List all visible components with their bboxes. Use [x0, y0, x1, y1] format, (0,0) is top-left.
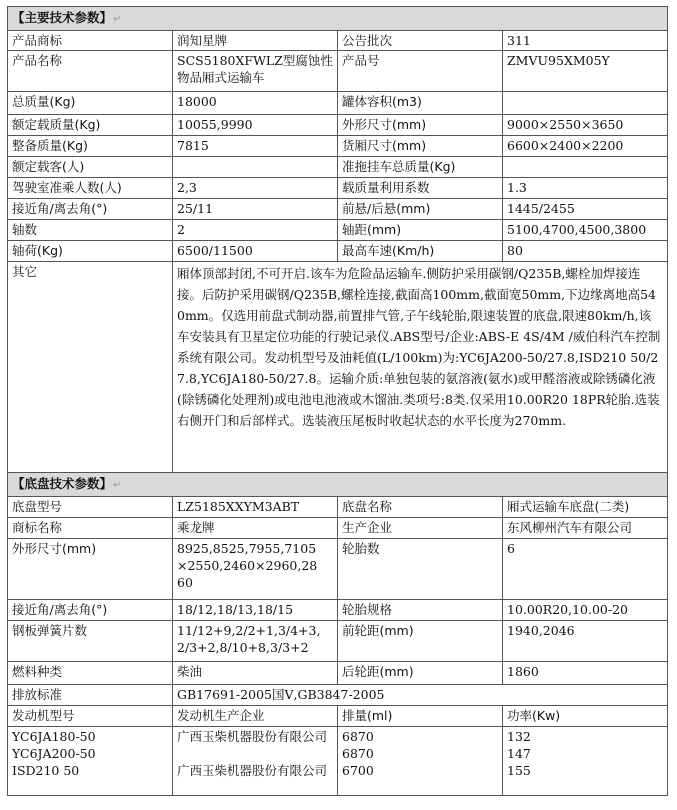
tire-count-label: 轮胎数	[338, 539, 503, 600]
engine-maker: 广西玉柴机器股份有限公司	[177, 763, 328, 778]
model-label: 产品号	[338, 51, 503, 92]
dims-label: 外形尺寸(mm)	[338, 115, 503, 136]
chassis-dims-label: 外形尺寸(mm)	[8, 539, 173, 600]
wheelbase-value: 5100,4700,4500,3800	[503, 220, 668, 241]
engine-displacement: 6700	[342, 763, 374, 778]
axle-load-value: 6500/11500	[173, 241, 338, 262]
chassis-maker-label: 生产企业	[338, 518, 503, 539]
engine-power: 155	[507, 763, 531, 778]
brand-value: 润知星牌	[173, 31, 338, 51]
angle-label: 接近角/离去角(°)	[8, 199, 173, 220]
engine-power: 132	[507, 729, 531, 744]
chassis-name-label: 底盘名称	[338, 497, 503, 518]
batch-value: 311	[503, 31, 668, 51]
axles-value: 2	[173, 220, 338, 241]
name-label: 产品名称	[8, 51, 173, 92]
engine-model: YC6JA180-50	[12, 729, 96, 744]
tank-volume-value	[503, 92, 668, 115]
rated-load-label: 额定载质量(Kg)	[8, 115, 173, 136]
displacement-header: 排量(ml)	[338, 706, 503, 727]
cargo-dims-value: 6600×2400×2200	[503, 136, 668, 157]
power-header: 功率(Kw)	[503, 706, 668, 727]
engine-maker-list	[173, 727, 338, 796]
chassis-model-label: 底盘型号	[8, 497, 173, 518]
max-speed-label: 最高车速(Km/h)	[338, 241, 503, 262]
engine-displacement: 6870	[342, 729, 374, 744]
engine-model-header: 发动机型号	[8, 706, 173, 727]
engine-model-list	[8, 727, 173, 796]
model-value: ZMVU95XM05Y	[503, 51, 668, 92]
trailer-mass-label: 准拖挂车总质量(Kg)	[338, 157, 503, 178]
total-mass-label: 总质量(Kg)	[8, 92, 173, 115]
overhang-value: 1445/2455	[503, 199, 668, 220]
rated-load-value: 10055,9990	[173, 115, 338, 136]
passengers-label: 额定载客(人)	[8, 157, 173, 178]
chassis-brand-value: 乘龙牌	[173, 518, 338, 539]
springs-label: 钢板弹簧片数	[8, 621, 173, 662]
displacement-list	[338, 727, 503, 796]
fuel-value: 柴油	[173, 662, 338, 685]
engine-displacement: 6870	[342, 746, 374, 761]
cab-seats-value: 2,3	[173, 178, 338, 199]
chassis-section-title: 【底盘技术参数】↵	[8, 473, 668, 497]
rear-track-value: 1860	[503, 662, 668, 685]
dims-value: 9000×2550×3650	[503, 115, 668, 136]
engine-maker: 广西玉柴机器股份有限公司	[177, 729, 328, 744]
overhang-label: 前悬/后悬(mm)	[338, 199, 503, 220]
axle-load-label: 轴荷(Kg)	[8, 241, 173, 262]
load-util-value: 1.3	[503, 178, 668, 199]
chassis-maker-value: 东风柳州汽车有限公司	[503, 518, 668, 539]
other-value: 厢体顶部封闭,不可开启.该车为危险品运输车.侧防护采用碳钢/Q235B,螺栓加焊接连接。后防护采用碳钢/Q235B,螺栓连接,截面高100mm,截面宽50mm,下边缘离地高540mm。仅选用前盘式制动器,前置排气管,子午线轮胎,限速装置的底盘,限速80km/h,该车安装具有卫星定位功能的行驶记录仪.ABS型号/企业:ABS-E 4S/4M /威伯科汽车控制系统有限公司。发动机型号及油耗值(L/100km)为:YC6JA200-50/27.8,ISD210 50/27.8,YC6JA180-50/27.8。运输介质:单独包装的氨溶液(氨水)或甲醛溶液或除锈磷化液(除锈磷化处理剂)或电池电池液或木馏油.类项号:8类.仅采用10.00R20 18PR轮胎.选装右侧开门和后部样式。选装液压尾板时收起状态的水平长度为270mm.	[173, 262, 668, 473]
main-section-title: 【主要技术参数】↵	[8, 7, 668, 31]
chassis-angle-label: 接近角/离去角(°)	[8, 600, 173, 621]
spec-table	[7, 6, 668, 796]
load-util-label: 载质量利用系数	[338, 178, 503, 199]
cab-seats-label: 驾驶室准乘人数(人)	[8, 178, 173, 199]
front-track-value: 1940,2046	[503, 621, 668, 662]
front-track-label: 前轮距(mm)	[338, 621, 503, 662]
springs-value: 11/12+9,2/2+1,3/4+3, 2/3+2,8/10+8,3/3+2	[173, 621, 338, 662]
angle-value: 25/11	[173, 199, 338, 220]
spec-sheet	[7, 6, 667, 796]
other-label: 其它	[8, 262, 173, 473]
chassis-angle-value: 18/12,18/13,18/15	[173, 600, 338, 621]
curb-mass-value: 7815	[173, 136, 338, 157]
axles-label: 轴数	[8, 220, 173, 241]
tank-volume-label: 罐体容积(m3)	[338, 92, 503, 115]
power-list	[503, 727, 668, 796]
tire-count-value: 6	[503, 539, 668, 600]
total-mass-value: 18000	[173, 92, 338, 115]
fuel-label: 燃料种类	[8, 662, 173, 685]
chassis-brand-label: 商标名称	[8, 518, 173, 539]
rear-track-label: 后轮距(mm)	[338, 662, 503, 685]
engine-maker-header: 发动机生产企业	[173, 706, 338, 727]
wheelbase-label: 轴距(mm)	[338, 220, 503, 241]
passengers-value	[173, 157, 338, 178]
batch-label: 公告批次	[338, 31, 503, 51]
chassis-dims-value: 8925,8525,7955,7105 ×2550,2460×2960,28 60	[173, 539, 338, 600]
max-speed-value: 80	[503, 241, 668, 262]
emission-label: 排放标准	[8, 685, 173, 706]
emission-value: GB17691-2005国Ⅴ,GB3847-2005	[173, 685, 668, 706]
tire-spec-value: 10.00R20,10.00-20	[503, 600, 668, 621]
tire-spec-label: 轮胎规格	[338, 600, 503, 621]
brand-label: 产品商标	[8, 31, 173, 51]
engine-model: ISD210 50	[12, 763, 80, 778]
chassis-name-value: 厢式运输车底盘(二类)	[503, 497, 668, 518]
curb-mass-label: 整备质量(Kg)	[8, 136, 173, 157]
engine-model: YC6JA200-50	[12, 746, 96, 761]
name-value: SCS5180XFWLZ型腐蚀性 物品厢式运输车	[173, 51, 338, 92]
chassis-model-value: LZ5185XXYM3ABT	[173, 497, 338, 518]
cargo-dims-label: 货厢尺寸(mm)	[338, 136, 503, 157]
trailer-mass-value	[503, 157, 668, 178]
engine-power: 147	[507, 746, 531, 761]
